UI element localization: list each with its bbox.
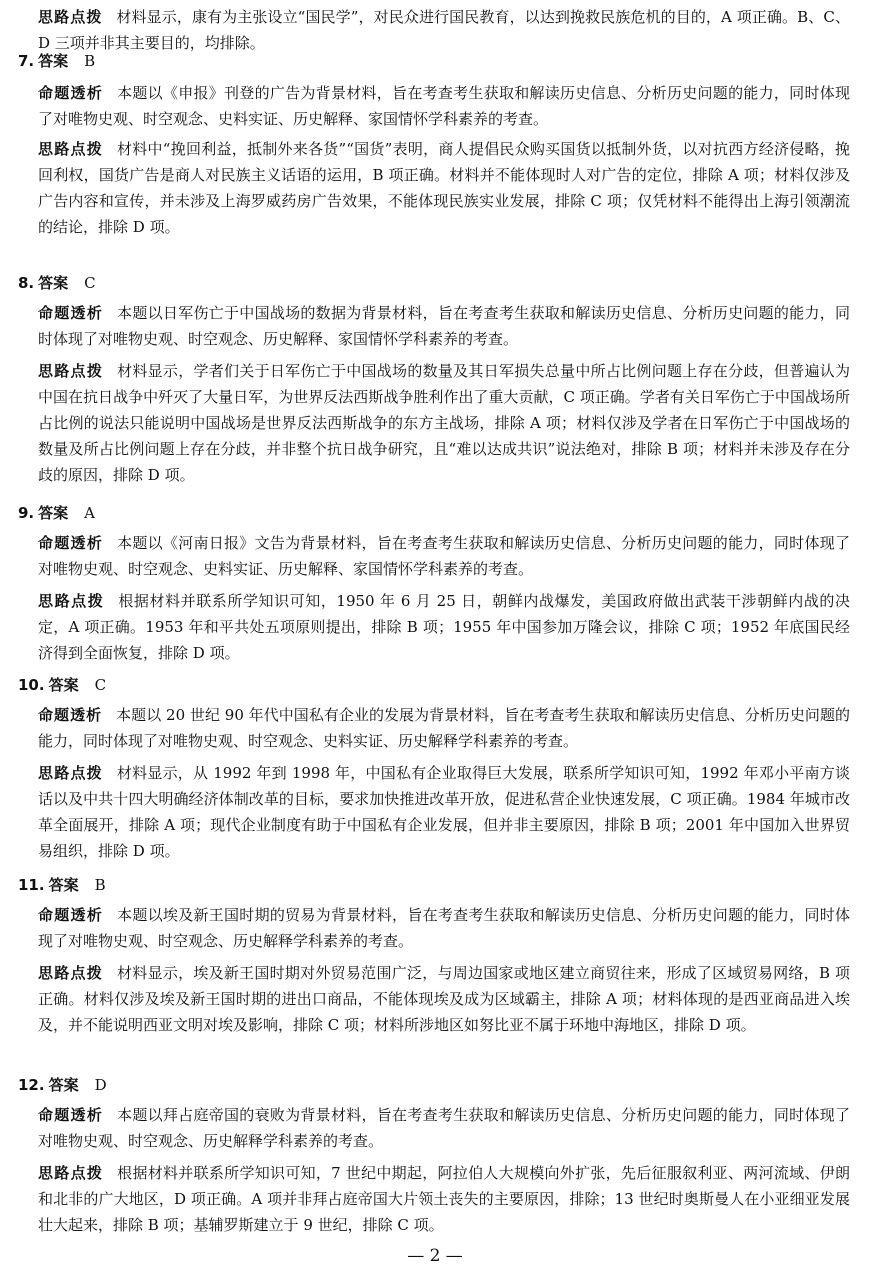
hint-text: 材料显示，学者们关于日军伤亡于中国战场的数量及其日军损失总量中所占比例问题上存在分歧，但普遍认为中国在抗日战争中歼灭了大量日军，为世界反法西斯战争胜利作出了重大贡献，C 项正确。学者有关日军伤亡于中国战场所占比例的说法只能说明中国战场是世界反法西斯战争的东方主战场，排除 A 项；材料仅涉及学者在日军伤亡于中国战场的数量及所占比例问题上存在分歧，并非整个抗日战争研究，且“难以达成共识”说法绝对，排除 B 项；材料并未涉及存在分歧的原因，排除 D 项。 xyxy=(38,362,850,484)
analysis-label: 命题透析 xyxy=(38,906,104,924)
hint-text: 材料显示，从 1992 年到 1998 年，中国私有企业取得巨大发展，联系所学知识可知，1992 年邓小平南方谈话以及中共十四大明确经济体制改革的目标，要求加快推进改革开放，促进私营企业快速发展，C 项正确。1984 年城市改革全面展开，排除 A 项；现代企业制度有助于中国私有企业发展，但并非主要原因，排除 B 项；2001 年中国加入世界贸易组织，排除 D 项。 xyxy=(38,764,850,860)
question-7-hint xyxy=(38,136,850,240)
question-11-analysis xyxy=(38,902,850,954)
question-9-analysis xyxy=(38,530,850,582)
question-12-analysis xyxy=(38,1102,850,1154)
answer-label: 答案 xyxy=(38,274,69,292)
question-7-analysis xyxy=(38,80,850,132)
question-8-hint xyxy=(38,358,850,488)
question-number: 12. xyxy=(18,1076,45,1094)
hint-text: 材料显示，埃及新王国时期对外贸易范围广泛，与周边国家或地区建立商贸往来，形成了区域贸易网络，B 项正确。材料仅涉及埃及新王国时期的进出口商品，不能体现埃及成为区域霸主，排除 A 项；材料体现的是西亚商品进入埃及，并不能说明西亚文明对埃及影响，排除 C 项；材料所涉地区如努比亚不属于环地中海地区，排除 D 项。 xyxy=(38,964,850,1034)
analysis-text: 本题以《申报》刊登的广告为背景材料，旨在考查考生获取和解读历史信息、分析历史问题的能力，同时体现了对唯物史观、时空观念、史料实证、历史解释、家国情怀学科素养的考查。 xyxy=(38,84,850,128)
hint-label: 思路点拨 xyxy=(38,592,105,610)
hint-text: 材料显示，康有为主张设立“国民学”，对民众进行国民教育，以达到挽救民族危机的目的，A 项正确。B、C、D 三项并非其主要目的，均排除。 xyxy=(38,8,850,52)
hint-text: 根据材料并联系所学知识可知，1950 年 6 月 25 日，朝鲜内战爆发，美国政府做出武装干涉朝鲜内战的决定，A 项正确。1953 年和平共处五项原则提出，排除 B 项；1955 年中国参加万隆会议，排除 C 项；1952 年底国民经济得到全面恢复，排除 D 项。 xyxy=(38,592,850,662)
hint-label: 思路点拨 xyxy=(38,362,104,380)
hint-text: 材料中“挽回利益，抵制外来各货”“国货”表明，商人提倡民众购买国货以抵制外货，以对抗西方经济侵略，挽回利权，国货广告是商人对民族主义话语的运用，B 项正确。材料并不能体现时人对广告的定位，排除 A 项；材料仅涉及广告内容和宣传，并未涉及上海罗威药房广告效果，不能体现民族实业发展，排除 C 项；仅凭材料不能得出上海引领潮流的结论，排除 D 项。 xyxy=(38,140,850,236)
question-12-hint xyxy=(38,1160,850,1238)
page-number: — 2 — xyxy=(407,1246,463,1266)
hint-paragraph-6 xyxy=(38,4,850,56)
analysis-text: 本题以 20 世纪 90 年代中国私有企业的发展为背景材料，旨在考查考生获取和解读历史信息、分析历史问题的能力，同时体现了对唯物史观、时空观念、史料实证、历史解释学科素养的考查。 xyxy=(38,706,850,750)
question-number: 8. xyxy=(18,274,35,292)
answer-label: 答案 xyxy=(48,1076,79,1094)
answer-letter: C xyxy=(94,676,107,694)
analysis-label: 命题透析 xyxy=(38,1106,104,1124)
question-12-answer-line xyxy=(18,1072,107,1098)
analysis-label: 命题透析 xyxy=(38,304,104,322)
answer-label: 答案 xyxy=(38,52,69,70)
question-10-answer-line xyxy=(18,672,106,698)
answer-label: 答案 xyxy=(38,504,69,522)
hint-label: 思路点拨 xyxy=(38,8,103,26)
analysis-label: 命题透析 xyxy=(38,534,104,552)
question-number: 11. xyxy=(18,876,45,894)
question-number: 7. xyxy=(18,52,35,70)
hint-label: 思路点拨 xyxy=(38,140,104,158)
question-7-answer-line xyxy=(18,48,95,74)
hint-label: 思路点拨 xyxy=(38,764,103,782)
hint-label: 思路点拨 xyxy=(38,964,104,982)
question-10-analysis xyxy=(38,702,850,754)
analysis-text: 本题以拜占庭帝国的衰败为背景材料，旨在考查考生获取和解读历史信息、分析历史问题的能力，同时体现了对唯物史观、时空观念、历史解释学科素养的考查。 xyxy=(38,1106,850,1150)
answer-letter: D xyxy=(94,1076,107,1094)
hint-text: 根据材料并联系所学知识可知，7 世纪中期起，阿拉伯人大规模向外扩张，先后征服叙利亚、两河流域、伊朗和北非的广大地区，D 项正确。A 项并非拜占庭帝国大片领土丧失的主要原因，排除；13 世纪时奥斯曼人在小亚细亚发展壮大起来，排除 B 项；基辅罗斯建立于 9 世纪，排除 C 项。 xyxy=(38,1164,850,1234)
question-number: 9. xyxy=(18,504,35,522)
question-number: 10. xyxy=(18,676,45,694)
analysis-text: 本题以《河南日报》文告为背景材料，旨在考查考生获取和解读历史信息、分析历史问题的能力，同时体现了对唯物史观、时空观念、史料实证、历史解释、家国情怀学科素养的考查。 xyxy=(38,534,850,578)
answer-letter: A xyxy=(84,504,95,522)
answer-label: 答案 xyxy=(48,676,79,694)
analysis-label: 命题透析 xyxy=(38,706,103,724)
question-8-answer-line xyxy=(18,270,96,296)
hint-label: 思路点拨 xyxy=(38,1164,104,1182)
question-9-answer-line xyxy=(18,500,95,526)
answer-letter: B xyxy=(94,876,106,894)
question-11-answer-line xyxy=(18,872,106,898)
question-11-hint xyxy=(38,960,850,1038)
answer-letter: B xyxy=(84,52,96,70)
answer-label: 答案 xyxy=(48,876,79,894)
analysis-text: 本题以日军伤亡于中国战场的数据为背景材料，旨在考查考生获取和解读历史信息、分析历史问题的能力，同时体现了对唯物史观、时空观念、历史解释、家国情怀学科素养的考查。 xyxy=(38,304,850,348)
answer-letter: C xyxy=(84,274,96,292)
question-8-analysis xyxy=(38,300,850,352)
analysis-text: 本题以埃及新王国时期的贸易为背景材料，旨在考查考生获取和解读历史信息、分析历史问题的能力，同时体现了对唯物史观、时空观念、历史解释学科素养的考查。 xyxy=(38,906,850,950)
question-9-hint xyxy=(38,588,850,666)
question-10-hint xyxy=(38,760,850,864)
analysis-label: 命题透析 xyxy=(38,84,104,102)
